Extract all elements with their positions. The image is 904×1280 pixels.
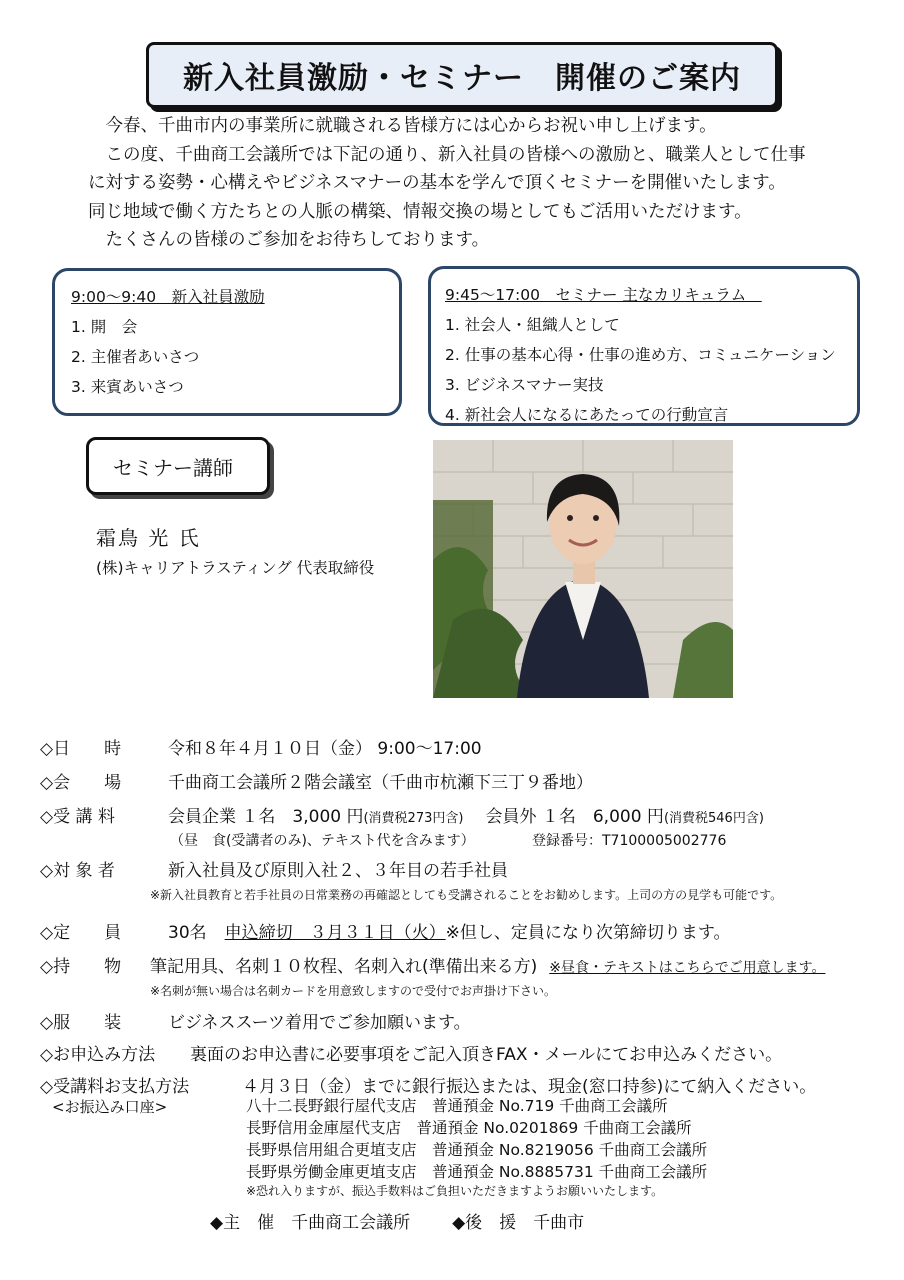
fee-member-tax: (消費税273円含) (363, 811, 464, 826)
items-label: ◇持 物 (40, 957, 122, 977)
lecturer-photo-image (433, 440, 733, 698)
items-row (40, 952, 825, 977)
business-card-note: ※名刺が無い場合は名刺カードを用意致しますので受付でお声掛け下さい。 (150, 984, 557, 998)
target-row (40, 856, 508, 881)
page-title (146, 42, 778, 108)
deadline-note: ※但し、定員になり次第締切ります。 (445, 923, 731, 943)
program-item: 1. 開 会 (71, 318, 138, 336)
program-item: 1. 社会人・組織人として (445, 316, 620, 334)
fee-nonmember: 会員外 １名 6,000 円 (485, 807, 664, 827)
registration-number: 登録番号：T7100005002776 (532, 833, 727, 849)
capacity-label: ◇定 員 (40, 923, 122, 943)
intro-line: 同じ地域で働く方たちとの人脈の構築、情報交換の場としてもご活用いただけます。 (88, 201, 752, 222)
fee-nonmember-tax: (消費税546円含) (663, 811, 764, 826)
program-item: 2. 仕事の基本心得・仕事の進め方、コミュニケーション (445, 346, 836, 364)
intro-line: に対する姿勢・心構えやビジネスマナーの基本を学んで頂くセミナーを開催いたします。 (88, 173, 786, 193)
account-line: 長野県信用組合更埴支店 普通預金 No.8219056 千曲商工会議所 (246, 1141, 708, 1159)
program-item: 3. ビジネスマナー実技 (445, 376, 604, 394)
program-box-opening (52, 268, 402, 416)
program-heading: 9:45～17:00 セミナー 主なカリキュラム (445, 286, 762, 304)
capacity-value: 30名 (168, 923, 207, 943)
target-label: ◇対 象 者 (40, 861, 115, 881)
intro-paragraph (88, 112, 858, 255)
intro-line: この度、千曲商工会議所では下記の通り、新入社員の皆様への激励と、職業人として仕事 (88, 144, 806, 165)
host: ◆主 催 千曲商工会議所 (210, 1213, 411, 1233)
dress-value: ビジネススーツ着用でご参加願います。 (168, 1013, 471, 1033)
target-value: 新入社員及び原則入社２、３年目の若手社員 (168, 861, 508, 881)
account-line: 八十二長野銀行屋代支店 普通預金 No.719 千曲商工会議所 (246, 1097, 668, 1115)
fee-note: （昼 食(受講者のみ)、テキスト代を含みます） (170, 833, 475, 849)
venue-label: ◇会 場 (40, 773, 122, 793)
program-heading: 9:00～9:40 新入社員激励 (71, 288, 265, 306)
sponsor-line (210, 1208, 584, 1233)
target-note: ※新入社員教育と若手社員の日常業務の再確認としても受講されることをお勧めします。上司の方の見学も可能です。 (150, 888, 783, 902)
apply-row (40, 1040, 782, 1065)
dress-label: ◇服 装 (40, 1013, 122, 1033)
fee-label: ◇受 講 料 (40, 807, 115, 827)
fee-row (40, 802, 764, 827)
account-line: 長野県労働金庫更埴支店 普通預金 No.8885731 千曲商工会議所 (246, 1163, 708, 1181)
lecturer-label-box (86, 437, 270, 495)
capacity-row (40, 918, 731, 943)
lecturer-title: (株)キャリアトラスティング 代表取締役 (96, 559, 375, 577)
fee-member: 会員企業 １名 3,000 円 (168, 807, 364, 827)
payment-value: ４月３日（金）までに銀行振込または、現金(窓口持参)にて納入ください。 (242, 1077, 817, 1097)
account-label: <お振込み口座> (52, 1098, 168, 1116)
fee-note-row (170, 830, 726, 850)
date-value: 令和８年４月１０日（金） 9:00～17:00 (168, 739, 482, 759)
program-item: 2. 主催者あいさつ (71, 348, 200, 366)
payment-label: ◇受講料お支払方法 (40, 1077, 190, 1097)
lecturer-photo (433, 440, 733, 698)
program-item: 4. 新社会人になるにあたっての行動宣言 (445, 406, 729, 424)
intro-line: 今春、千曲市内の事業所に就職される皆様方には心からお祝い申し上げます。 (88, 116, 717, 136)
page-title-text: 新入社員激励・セミナー 開催のご案内 (183, 61, 741, 96)
date-row (40, 734, 482, 759)
venue-row (40, 768, 593, 793)
apply-value: 裏面のお申込書に必要事項をご記入頂きFAX・メールにてお申込みください。 (190, 1045, 783, 1065)
transfer-fee-note: ※恐れ入りますが、振込手数料はご負担いただきますようお願いいたします。 (246, 1184, 664, 1198)
dress-row (40, 1008, 471, 1033)
intro-line: たくさんの皆様のご参加をお待ちしております。 (88, 230, 490, 250)
apply-label: ◇お申込み方法 (40, 1045, 156, 1065)
lecturer-label: セミナー講師 (113, 455, 233, 480)
lecturer-name: 霜鳥 光 氏 (96, 526, 201, 550)
items-value: 筆記用具、名刺１０枚程、名刺入れ(準備出来る方) (150, 957, 538, 977)
deadline: 申込締切 ３月３１日（火） (224, 923, 446, 943)
account-line: 長野信用金庫屋代支店 普通預金 No.0201869 千曲商工会議所 (246, 1119, 692, 1137)
venue-value: 千曲商工会議所２階会議室（千曲市杭瀬下三丁９番地） (168, 773, 593, 793)
date-label: ◇日 時 (40, 739, 122, 759)
items-note: ※昼食・テキストはこちらでご用意します。 (549, 960, 826, 976)
program-box-seminar (428, 266, 860, 426)
supporter: ◆後 援 千曲市 (452, 1213, 585, 1233)
program-item: 3. 来賓あいさつ (71, 378, 184, 396)
